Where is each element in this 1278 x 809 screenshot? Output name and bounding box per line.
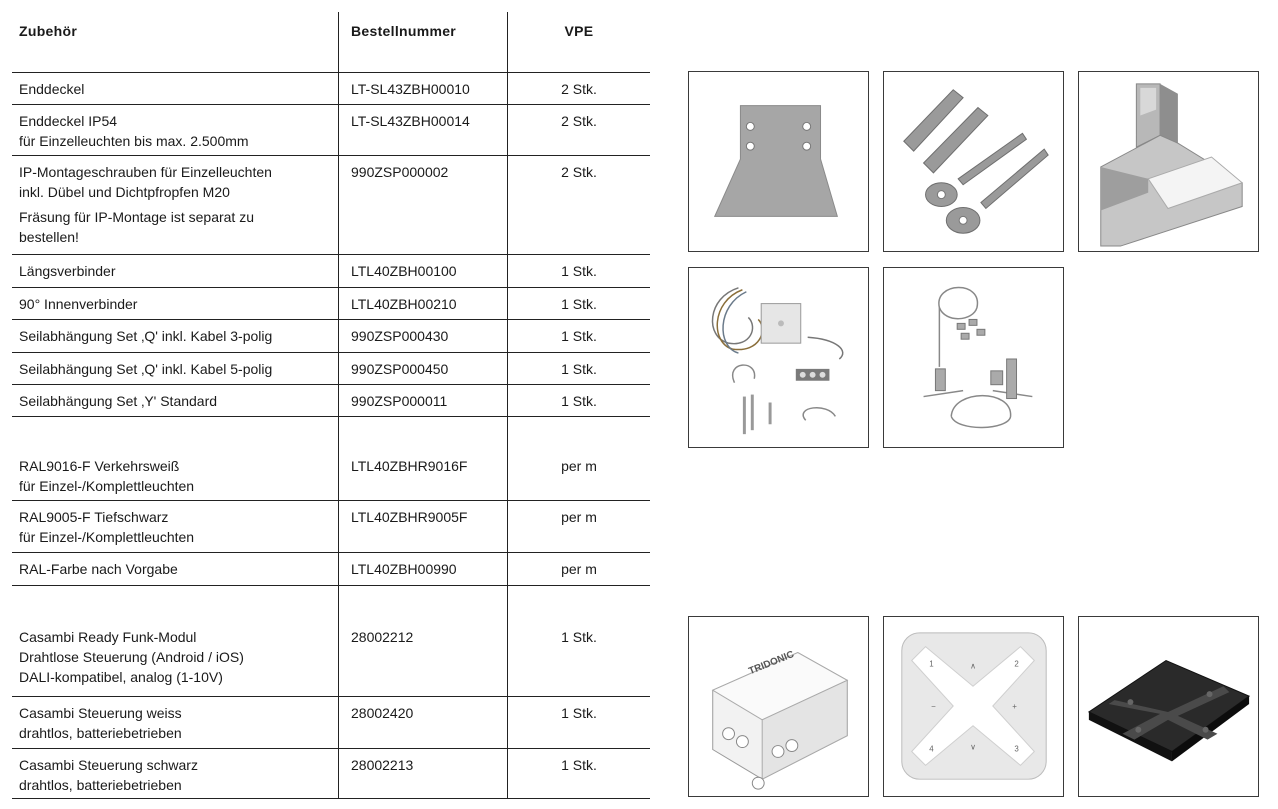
row-order-number: LTL40ZBH00100	[351, 263, 457, 279]
row-description: Enddeckel	[19, 81, 85, 97]
row-description: Seilabhängung Set ‚Q' inkl. Kabel 3-polig	[19, 328, 273, 344]
row-description-detail: für Einzel-/Komplettleuchten	[19, 529, 195, 545]
row-vpe: per m	[561, 509, 597, 525]
row-order-number: LT-SL43ZBH00010	[351, 81, 470, 97]
row-description: RAL9016-F Verkehrsweiß	[19, 458, 180, 474]
row-vpe: 1 Stk.	[561, 393, 597, 409]
row-note: bestellen!	[19, 229, 79, 245]
end-cap-illustration	[689, 72, 868, 251]
table-row	[12, 104, 650, 156]
row-vpe: 2 Stk.	[561, 81, 597, 97]
table-row	[12, 352, 650, 385]
row-description-detail: Drahtlose Steuerung (Android / iOS)	[19, 649, 244, 665]
row-order-number: LT-SL43ZBH00014	[351, 113, 470, 129]
header-vpe: VPE	[564, 23, 594, 39]
row-order-number: 990ZSP000430	[351, 328, 449, 344]
row-vpe: 1 Stk.	[561, 629, 597, 645]
header-order-number: Bestellnummer	[351, 23, 457, 39]
remote-label-1: 1	[929, 659, 934, 669]
header-accessory: Zubehör	[19, 23, 78, 39]
row-description: RAL9005-F Tiefschwarz	[19, 509, 169, 525]
image-90-degree-connector	[1078, 71, 1259, 252]
remote-label-up: ∧	[970, 661, 976, 671]
table-row	[12, 748, 650, 799]
suspension-y-illustration	[884, 268, 1063, 447]
row-description: RAL-Farbe nach Vorgabe	[19, 561, 178, 577]
row-vpe: 1 Stk.	[561, 263, 597, 279]
row-order-number: LTL40ZBH00210	[351, 296, 457, 312]
row-vpe: 1 Stk.	[561, 361, 597, 377]
remote-white-illustration	[884, 617, 1063, 796]
casambi-module-illustration	[689, 617, 868, 796]
row-description: Längsverbinder	[19, 263, 116, 279]
table-row	[12, 585, 650, 697]
row-description-detail: DALI-kompatibel, analog (1-10V)	[19, 669, 223, 685]
row-description-detail: für Einzelleuchten bis max. 2.500mm	[19, 133, 249, 149]
remote-label-3: 3	[1014, 744, 1019, 754]
column-divider	[338, 12, 339, 72]
suspension-q-illustration	[689, 268, 868, 447]
table-row	[12, 287, 650, 320]
row-vpe: 1 Stk.	[561, 328, 597, 344]
row-order-number: 28002213	[351, 757, 414, 773]
row-note: Fräsung für IP-Montage ist separat zu	[19, 209, 254, 225]
row-order-number: LTL40ZBHR9005F	[351, 509, 468, 525]
table-row	[12, 416, 650, 501]
table-row	[12, 552, 650, 586]
row-order-number: 990ZSP000450	[351, 361, 449, 377]
remote-label-minus: −	[931, 701, 936, 711]
row-vpe: per m	[561, 561, 597, 577]
column-divider	[507, 12, 508, 72]
connector-illustration	[1079, 72, 1258, 251]
row-description: Seilabhängung Set ‚Q' inkl. Kabel 5-polig	[19, 361, 273, 377]
image-end-cap	[688, 71, 869, 252]
image-suspension-set-y	[883, 267, 1064, 448]
row-order-number: 990ZSP000002	[351, 164, 449, 180]
table-row	[12, 155, 650, 255]
row-description: Casambi Steuerung schwarz	[19, 757, 198, 773]
row-description: 90° Innenverbinder	[19, 296, 138, 312]
table-header-row	[12, 12, 650, 73]
row-vpe: 1 Stk.	[561, 296, 597, 312]
image-mounting-screws	[883, 71, 1064, 252]
row-description: Seilabhängung Set ‚Y' Standard	[19, 393, 218, 409]
row-description-detail: für Einzel-/Komplettleuchten	[19, 478, 195, 494]
screws-illustration	[884, 72, 1063, 251]
row-vpe: per m	[561, 458, 597, 474]
row-vpe: 1 Stk.	[561, 705, 597, 721]
remote-black-illustration	[1079, 617, 1258, 796]
row-order-number: LTL40ZBH00990	[351, 561, 457, 577]
remote-label-4: 4	[929, 744, 934, 754]
row-description-detail: drahtlos, batteriebetrieben	[19, 777, 182, 793]
table-row	[12, 384, 650, 417]
image-casambi-remote-black	[1078, 616, 1259, 797]
table-row	[12, 72, 650, 105]
row-vpe: 2 Stk.	[561, 113, 597, 129]
module-brand-text: TRIDONIC	[747, 649, 796, 678]
row-description-detail: drahtlos, batteriebetrieben	[19, 725, 182, 741]
row-order-number: LTL40ZBHR9016F	[351, 458, 468, 474]
row-description: IP-Montageschrauben für Einzelleuchten	[19, 164, 272, 180]
row-vpe: 2 Stk.	[561, 164, 597, 180]
image-casambi-module	[688, 616, 869, 797]
row-description: Casambi Ready Funk-Modul	[19, 629, 197, 645]
row-description-detail: inkl. Dübel und Dichtpfropfen M20	[19, 184, 230, 200]
row-order-number: 28002420	[351, 705, 414, 721]
row-description: Casambi Steuerung weiss	[19, 705, 182, 721]
table-row	[12, 500, 650, 553]
table-row	[12, 319, 650, 353]
remote-label-plus: +	[1012, 701, 1017, 711]
table-row	[12, 254, 650, 288]
row-vpe: 1 Stk.	[561, 757, 597, 773]
row-order-number: 990ZSP000011	[351, 393, 448, 409]
table-row	[12, 696, 650, 749]
remote-label-2: 2	[1014, 659, 1019, 669]
row-description: Enddeckel IP54	[19, 113, 118, 129]
image-casambi-remote-white	[883, 616, 1064, 797]
image-suspension-set-q	[688, 267, 869, 448]
remote-label-down: ∨	[970, 742, 976, 752]
row-order-number: 28002212	[351, 629, 414, 645]
